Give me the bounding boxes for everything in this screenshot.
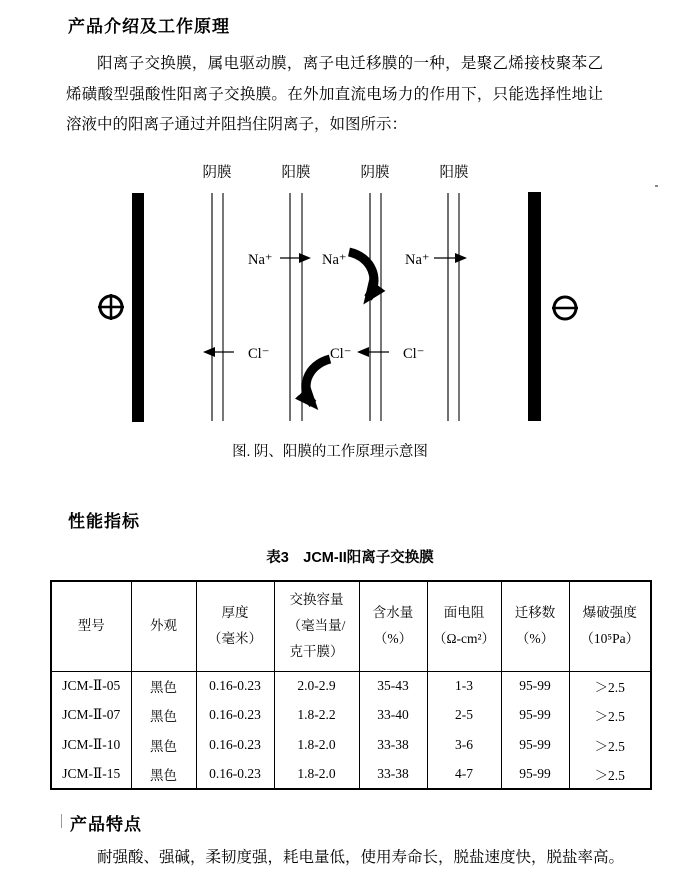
table-caption: 表3 JCM-II阳离子交换膜 [266,550,434,566]
table-cell: 95-99 [501,730,569,760]
column-header: 迁移数 （%） [501,581,569,671]
na-ion-label-1: Na⁺ [248,252,273,268]
membrane-cation-1 [290,193,302,421]
table-cell: ＞2.5 [569,730,651,760]
table-cell: 0.16-0.23 [196,671,274,701]
table-row [51,760,651,790]
membrane-cation-2 [448,193,459,421]
column-header: 型号 [51,581,131,671]
na-ion-label-3: Na⁺ [405,252,430,268]
column-header: 厚度 （毫米） [196,581,274,671]
table-cell: 0.16-0.23 [196,701,274,731]
plus-electrode-icon [98,294,124,320]
na-bounce-arrow [349,252,374,298]
table-cell: 黑色 [131,760,196,790]
table-header-row [51,581,651,671]
table-cell: 1.8-2.2 [274,701,359,731]
table-cell: 33-38 [359,760,427,790]
intro-paragraph: 阳离子交换膜，属电驱动膜，离子电迁移膜的一种，是聚乙烯接枝聚苯乙烯磺酸型强酸性阳离子交换膜。在外加直流电场力的作用下，只能选择性地让溶液中的阳离子通过并阻挡住阴离子，如图所示： [66,55,603,133]
membrane-label-cation-1: 阳膜 [281,165,311,181]
column-header: 面电阻 （Ω-cm²） [427,581,501,671]
table-cell: JCM-Ⅱ-07 [51,701,131,731]
cl-ion-label-3: Cl⁻ [403,346,425,362]
table-cell: 2-5 [427,701,501,731]
table-cell: JCM-Ⅱ-10 [51,730,131,760]
table-row [51,730,651,760]
table-cell: 95-99 [501,701,569,731]
section-title-product-intro: 产品介绍及工作原理 [68,17,230,36]
table-cell: 2.0-2.9 [274,671,359,701]
features-paragraph: 耐强酸、强碱，柔韧度强，耗电量低，使用寿命长，脱盐速度快，脱盐率高。 [97,849,625,866]
membrane-anion-2 [370,193,381,421]
membrane-label-cation-2: 阳膜 [439,165,469,181]
table-row [51,671,651,701]
table-cell: ＞2.5 [569,701,651,731]
table-cell: 35-43 [359,671,427,701]
spec-table [50,580,652,790]
cl-ion-label-2: Cl⁻ [330,346,352,362]
table-cell: 33-40 [359,701,427,731]
table-cell: 95-99 [501,760,569,790]
table-cell: 黑色 [131,671,196,701]
table-cell: 1.8-2.0 [274,730,359,760]
table-body [51,671,651,789]
diagram-caption: 图. 阴、阳膜的工作原理示意图 [232,444,428,460]
table-cell: 33-38 [359,730,427,760]
cathode-bar [528,192,541,421]
na-ion-label-2: Na⁺ [322,252,347,268]
cl-bounce-arrow [306,359,330,404]
column-header: 外观 [131,581,196,671]
membrane-anion-1 [212,193,223,421]
section-title-performance: 性能指标 [68,512,140,531]
table-cell: 0.16-0.23 [196,760,274,790]
cl-ion-label-1: Cl⁻ [248,346,270,362]
scan-artifact-line [61,814,62,828]
table-cell: 黑色 [131,701,196,731]
table-cell: ＞2.5 [569,760,651,790]
membrane-label-anion-2: 阴膜 [360,165,390,181]
table-cell: JCM-Ⅱ-15 [51,760,131,790]
table-cell: 95-99 [501,671,569,701]
anode-bar [132,193,144,422]
table-cell: 4-7 [427,760,501,790]
table-cell: JCM-Ⅱ-05 [51,671,131,701]
table-cell: 3-6 [427,730,501,760]
column-header: 爆破强度 （10⁵Pa） [569,581,651,671]
table-cell: ＞2.5 [569,671,651,701]
table-cell: 1-3 [427,671,501,701]
table-row [51,701,651,731]
section-title-features: 产品特点 [70,815,142,834]
table-cell: 1.8-2.0 [274,760,359,790]
column-header: 含水量 （%） [359,581,427,671]
table-cell: 黑色 [131,730,196,760]
column-header: 交换容量 （毫当量/ 克干膜） [274,581,359,671]
table-cell: 0.16-0.23 [196,730,274,760]
minus-electrode-icon [552,297,578,319]
membrane-label-anion-1: 阴膜 [202,165,232,181]
scan-speck [655,185,658,187]
